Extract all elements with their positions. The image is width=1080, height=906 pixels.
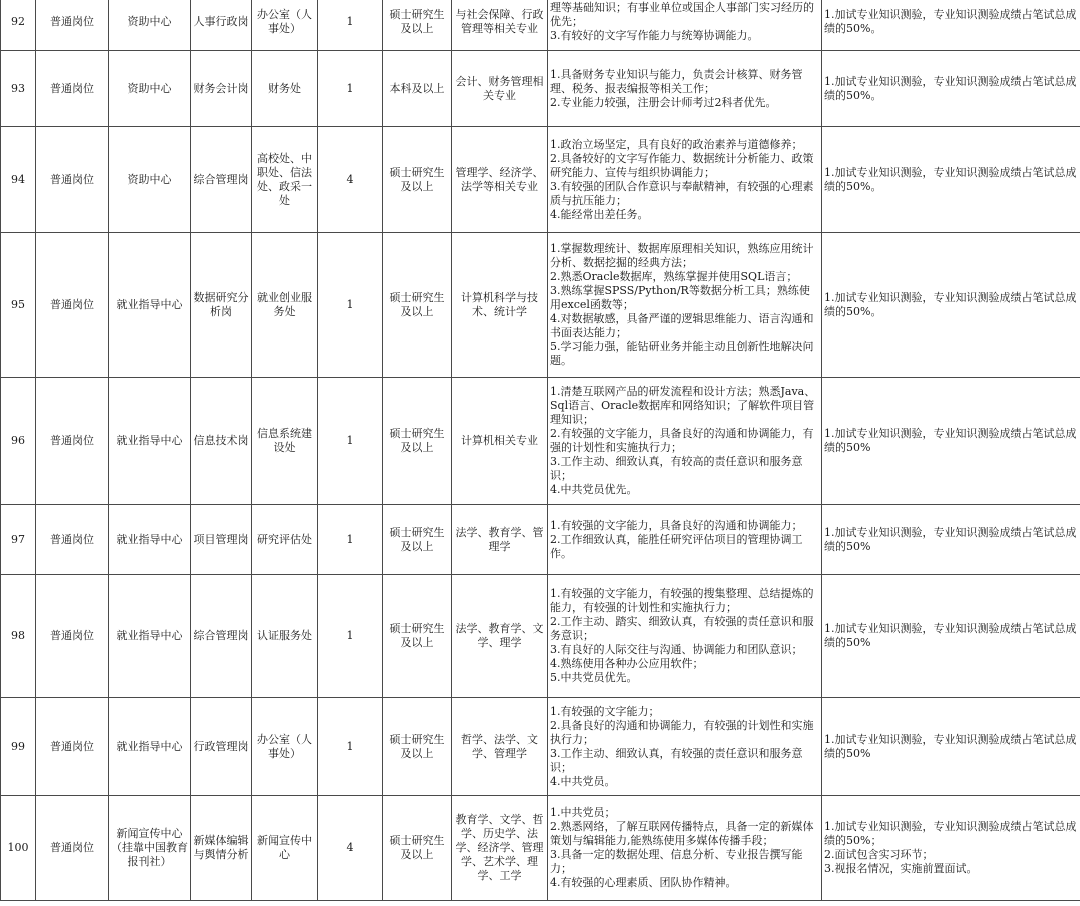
note-line: 1.加试专业知识测验，专业知识测验成绩占笔试总成绩的50%。 — [824, 7, 1077, 35]
notes-cell — [822, 698, 1080, 796]
notes-cell — [822, 796, 1080, 901]
major-cell: 法学、教育学、管理学 — [452, 505, 548, 575]
post-type-cell: 普通岗位 — [36, 0, 109, 51]
requirement-line: 1.有较强的文字能力，有较强的搜集整理、总结提炼的能力，有较强的计划性和实施执行力； — [550, 587, 814, 614]
note-line: 1.加试专业知识测验，专业知识测验成绩占笔试总成绩的50%； — [824, 820, 1077, 847]
requirement-line: 1.掌握数理统计、数据库原理相关知识，熟练应用统计分析、数据挖掘的经典方法； — [550, 242, 814, 269]
unit-name-cell: 资助中心 — [109, 51, 191, 127]
department-cell: 高校处、中职处、信法处、政采一处 — [252, 127, 318, 233]
row-number-cell: 94 — [1, 127, 36, 233]
row-number-cell: 98 — [1, 575, 36, 698]
post-name-cell: 财务会计岗 — [191, 51, 252, 127]
requirement-line: 3.工作主动、细致认真，有较高的责任意识和服务意识； — [550, 455, 803, 482]
education-cell: 硕士研究生及以上 — [383, 233, 452, 378]
requirement-line: 1.清楚互联网产品的研发流程和设计方法；熟悉Java、Sql语言、Oracle数据库和网络知识；了解软件项目管理知识； — [550, 385, 816, 426]
requirement-line: 1.具备财务专业知识与能力，负责会计核算、财务管理、税务、报表编报等相关工作； — [550, 67, 803, 95]
requirements-cell — [548, 127, 822, 233]
requirements-cell — [548, 0, 822, 51]
requirements-cell — [548, 233, 822, 378]
requirements-cell — [548, 796, 822, 901]
requirement-line: 3.有较好的文字写作能力与统筹协调能力。 — [550, 28, 759, 42]
requirement-line: 1.有较强的文字能力； — [550, 704, 660, 718]
note-line: 1.加试专业知识测验，专业知识测验成绩占笔试总成绩的50%。 — [824, 74, 1077, 102]
department-cell: 办公室（人事处） — [252, 698, 318, 796]
requirement-line: 2.有较强的文字能力，具备良好的沟通和协调能力，有强的计划性和实施执行力； — [550, 427, 814, 454]
requirement-line: 2.专业能力较强，注册会计师考过2科者优先。 — [550, 95, 777, 109]
headcount-cell: 1 — [318, 575, 383, 698]
row-number-cell: 93 — [1, 51, 36, 127]
department-cell: 新闻宣传中心 — [252, 796, 318, 901]
major-cell: 与社会保障、行政管理等相关专业 — [452, 0, 548, 51]
note-line: 1.加试专业知识测验，专业知识测验成绩占笔试总成绩的50%。 — [824, 291, 1077, 318]
requirement-line: 1.中共党员； — [550, 806, 616, 819]
education-cell: 硕士研究生及以上 — [383, 0, 452, 51]
post-name-cell: 人事行政岗 — [191, 0, 252, 51]
requirement-line: 2.具备较好的文字写作能力、数据统计分析能力、政策研究能力、宣传与组织协调能力； — [550, 151, 814, 179]
requirement-line: 4.熟练使用各种办公应用软件； — [550, 657, 704, 670]
requirement-line: 2.熟悉网络，了解互联网传播特点，具备一定的新媒体策划与编辑能力,能熟练使用多媒体传播手段； — [550, 820, 814, 847]
unit-name-cell: 就业指导中心 — [109, 233, 191, 378]
row-number-cell: 92 — [1, 0, 36, 51]
requirement-line: 2.熟悉Oracle数据库，熟练掌握并使用SQL语言； — [550, 270, 798, 283]
requirement-line: 2.工作细致认真，能胜任研究评估项目的管理协调工作。 — [550, 532, 803, 560]
major-cell: 计算机科学与技术、统计学 — [452, 233, 548, 378]
education-cell: 硕士研究生及以上 — [383, 378, 452, 505]
table-row — [1, 127, 1080, 233]
table-row — [1, 0, 1080, 51]
department-cell: 办公室（人事处） — [252, 0, 318, 51]
note-line: 1.加试专业知识测验，专业知识测验成绩占笔试总成绩的50% — [824, 427, 1077, 454]
note-line: 2.面试包含实习环节； — [824, 848, 934, 861]
major-cell: 法学、教育学、文学、理学 — [452, 575, 548, 698]
row-number-cell: 96 — [1, 378, 36, 505]
unit-name-cell: 就业指导中心 — [109, 378, 191, 505]
requirement-line: 3.有良好的人际交往与沟通、协调能力和团队意识； — [550, 643, 803, 656]
headcount-cell: 1 — [318, 378, 383, 505]
headcount-cell: 1 — [318, 505, 383, 575]
post-name-cell: 数据研究分析岗 — [191, 233, 252, 378]
table-row — [1, 233, 1080, 378]
education-cell: 本科及以上 — [383, 51, 452, 127]
row-number-cell: 95 — [1, 233, 36, 378]
note-line: 1.加试专业知识测验，专业知识测验成绩占笔试总成绩的50%。 — [824, 165, 1077, 193]
notes-cell — [822, 575, 1080, 698]
post-name-cell: 项目管理岗 — [191, 505, 252, 575]
note-line: 3.视报名情况，实施前置面试。 — [824, 862, 978, 875]
department-cell: 财务处 — [252, 51, 318, 127]
table-row — [1, 51, 1080, 127]
requirement-line: 4.能经常出差任务。 — [550, 207, 649, 221]
department-cell: 认证服务处 — [252, 575, 318, 698]
unit-name-cell: 就业指导中心 — [109, 575, 191, 698]
requirement-line: 4.对数据敏感，具备严谨的逻辑思维能力、语言沟通和书面表达能力； — [550, 312, 814, 339]
unit-name-cell: 资助中心 — [109, 0, 191, 51]
note-line: 1.加试专业知识测验，专业知识测验成绩占笔试总成绩的50% — [824, 525, 1077, 553]
education-cell: 硕士研究生及以上 — [383, 698, 452, 796]
requirement-line: 5.中共党员优先。 — [550, 671, 638, 684]
post-type-cell: 普通岗位 — [36, 505, 109, 575]
unit-name-cell: 就业指导中心 — [109, 698, 191, 796]
requirement-line: 2.具备良好的沟通和协调能力，有较强的计划性和实施执行力； — [550, 718, 814, 746]
major-cell: 会计、财务管理相关专业 — [452, 51, 548, 127]
post-type-cell: 普通岗位 — [36, 575, 109, 698]
requirement-line: 4.中共党员优先。 — [550, 483, 638, 496]
post-type-cell: 普通岗位 — [36, 233, 109, 378]
requirement-line: 1.有较强的文字能力，具备良好的沟通和协调能力； — [550, 518, 803, 532]
unit-name-cell: 就业指导中心 — [109, 505, 191, 575]
table-row — [1, 505, 1080, 575]
major-cell: 计算机相关专业 — [452, 378, 548, 505]
major-cell: 管理学、经济学、法学等相关专业 — [452, 127, 548, 233]
department-cell: 信息系统建设处 — [252, 378, 318, 505]
department-cell: 研究评估处 — [252, 505, 318, 575]
education-cell: 硕士研究生及以上 — [383, 127, 452, 233]
unit-name-cell: 新闻宣传中心（挂靠中国教育报刊社） — [109, 796, 191, 901]
requirement-line: 3.工作主动、细致认真，有较强的责任意识和服务意识； — [550, 746, 803, 774]
post-type-cell: 普通岗位 — [36, 51, 109, 127]
unit-name-cell: 资助中心 — [109, 127, 191, 233]
education-cell: 硕士研究生及以上 — [383, 575, 452, 698]
notes-cell — [822, 378, 1080, 505]
department-cell: 就业创业服务处 — [252, 233, 318, 378]
requirement-line: 3.熟练掌握SPSS/Python/R等数据分析工具；熟练使用excel函数等； — [550, 284, 810, 311]
headcount-cell: 4 — [318, 796, 383, 901]
post-name-cell: 新媒体编辑与舆情分析 — [191, 796, 252, 901]
headcount-cell: 1 — [318, 51, 383, 127]
headcount-cell: 1 — [318, 0, 383, 51]
requirement-line: 2.工作主动、踏实、细致认真，有较强的责任意识和服务意识； — [550, 615, 814, 642]
note-line: 1.加试专业知识测验，专业知识测验成绩占笔试总成绩的50% — [824, 732, 1077, 760]
notes-cell — [822, 233, 1080, 378]
row-number-cell: 97 — [1, 505, 36, 575]
row-number-cell: 99 — [1, 698, 36, 796]
education-cell: 硕士研究生及以上 — [383, 505, 452, 575]
requirement-line: 4.有较强的心理素质、团队协作精神。 — [550, 876, 737, 889]
notes-cell — [822, 0, 1080, 51]
requirements-cell — [548, 51, 822, 127]
requirement-line: 1.政治立场坚定，具有良好的政治素养与道德修养； — [550, 137, 803, 151]
notes-cell — [822, 505, 1080, 575]
post-type-cell: 普通岗位 — [36, 127, 109, 233]
table-row — [1, 796, 1080, 901]
requirement-line: 4.中共党员。 — [550, 774, 616, 788]
post-name-cell: 信息技术岗 — [191, 378, 252, 505]
post-name-cell: 综合管理岗 — [191, 127, 252, 233]
requirement-line: 3.有较强的团队合作意识与奉献精神，有较强的心理素质与抗压能力； — [550, 179, 814, 207]
table-row — [1, 378, 1080, 505]
post-type-cell: 普通岗位 — [36, 378, 109, 505]
headcount-cell: 4 — [318, 127, 383, 233]
notes-cell — [822, 127, 1080, 233]
note-line: 1.加试专业知识测验，专业知识测验成绩占笔试总成绩的50% — [824, 622, 1077, 649]
notes-cell — [822, 51, 1080, 127]
row-number-cell: 100 — [1, 796, 36, 901]
headcount-cell: 1 — [318, 698, 383, 796]
requirements-cell — [548, 698, 822, 796]
requirement-line: 理等基础知识；有事业单位或国企人事部门实习经历的优先； — [550, 0, 814, 28]
major-cell: 哲学、法学、文学、管理学 — [452, 698, 548, 796]
post-type-cell: 普通岗位 — [36, 796, 109, 901]
education-cell: 硕士研究生及以上 — [383, 796, 452, 901]
requirements-cell — [548, 575, 822, 698]
major-cell: 教育学、文学、哲学、历史学、法学、经济学、管理学、艺术学、理学、工学 — [452, 796, 548, 901]
post-name-cell: 行政管理岗 — [191, 698, 252, 796]
requirement-line: 5.学习能力强，能钻研业务并能主动且创新性地解决问题。 — [550, 340, 814, 367]
requirements-cell — [548, 505, 822, 575]
table-row — [1, 698, 1080, 796]
requirement-line: 3.具备一定的数据处理、信息分析、专业报告撰写能力； — [550, 848, 803, 875]
headcount-cell: 1 — [318, 233, 383, 378]
requirements-cell — [548, 378, 822, 505]
table-row — [1, 575, 1080, 698]
post-name-cell: 综合管理岗 — [191, 575, 252, 698]
post-type-cell: 普通岗位 — [36, 698, 109, 796]
